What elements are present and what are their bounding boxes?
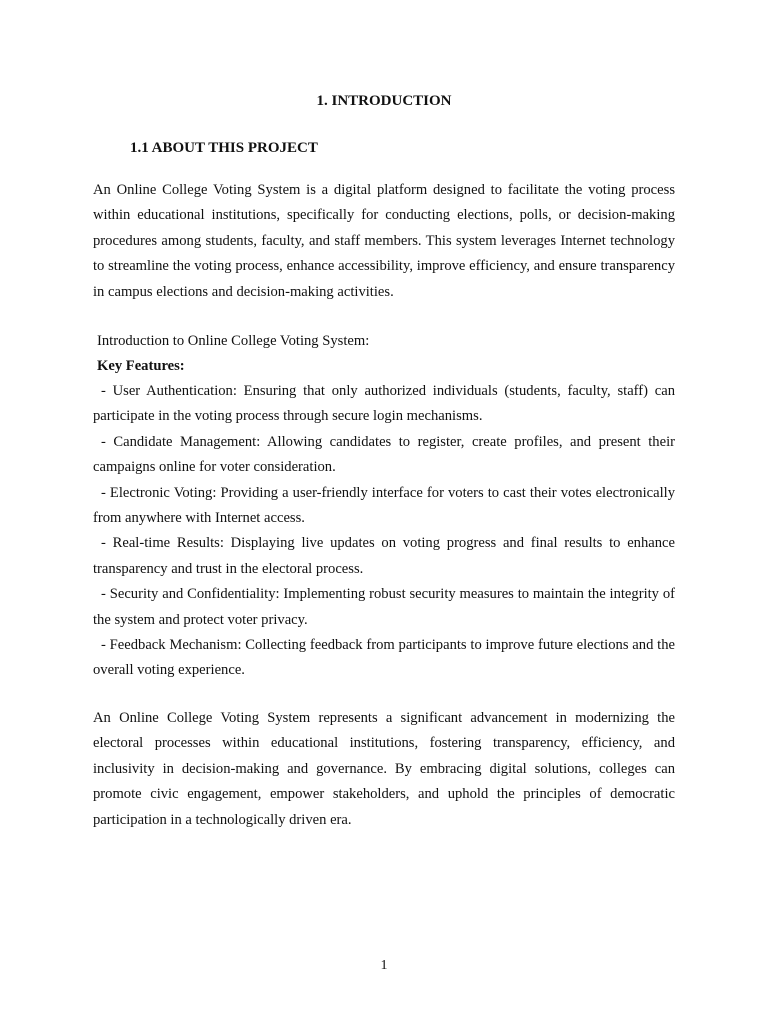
chapter-title: 1. INTRODUCTION [316, 93, 452, 109]
feature-security-confidentiality: - Security and Confidentiality: Implementing robust security measures to maintain the integrity of the system and protect voter privacy. [93, 586, 675, 628]
intro-paragraph: An Online College Voting System is a digital platform designed to facilitate the voting process within educational institutions, specifically for conducting elections, polls, or decision-making procedures among students, faculty, and staff members. This system leverages Internet technology to streamline the voting process, enhance accessibility, improve efficiency, and ensure transparency in campus elections and decision-making activities. [93, 182, 675, 300]
key-features-heading: Key Features: [97, 358, 185, 374]
feature-user-authentication: - User Authentication: Ensuring that only authorized individuals (students, faculty, staff) can participate in the voting process through secure login mechanisms. [93, 383, 675, 425]
page-number: 1 [380, 958, 388, 973]
feature-feedback-mechanism: - Feedback Mechanism: Collecting feedback from participants to improve future elections and the overall voting experience. [93, 637, 675, 679]
section-title: 1.1 ABOUT THIS PROJECT [130, 140, 318, 156]
feature-candidate-management: - Candidate Management: Allowing candidates to register, create profiles, and present their campaigns online for voter consideration. [93, 433, 675, 476]
intro-subheading: Introduction to Online College Voting System: [97, 333, 370, 349]
key-features-list [93, 379, 675, 684]
conclusion-paragraph: An Online College Voting System represents a significant advancement in modernizing the electoral processes within educational institutions, fostering transparency, efficiency, and inclusivity in decision-making and governance. By embracing digital solutions, colleges can promote civic engagement, empower stakeholders, and uphold the principles of democratic participation in a technologically driven era. [93, 710, 675, 828]
feature-electronic-voting: - Electronic Voting: Providing a user-friendly interface for voters to cast their votes electronically from anywhere with Internet access. [93, 484, 675, 527]
feature-real-time-results: - Real-time Results: Displaying live updates on voting progress and final results to enhance transparency and trust in the electoral process. [93, 535, 675, 577]
